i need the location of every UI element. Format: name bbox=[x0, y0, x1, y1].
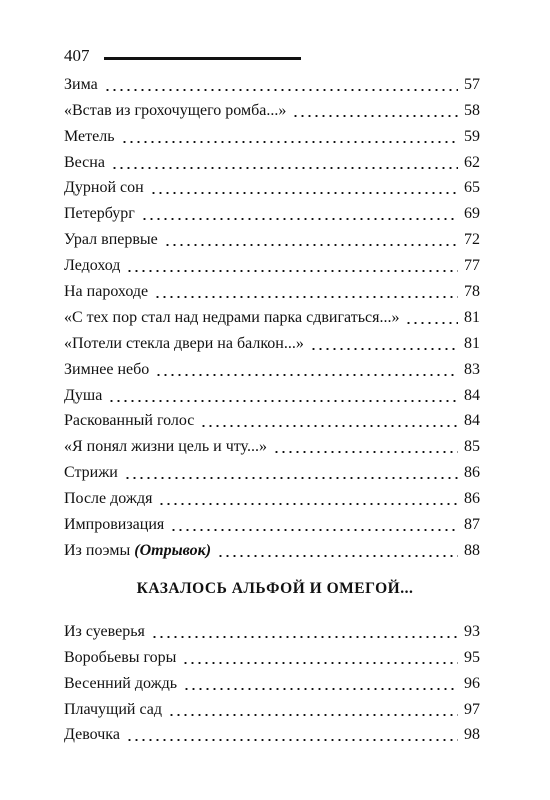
section-heading: КАЗАЛОСЬ АЛЬФОЙ И ОМЕГОЙ... bbox=[136, 580, 414, 597]
dot-leader bbox=[155, 374, 458, 376]
toc-entry-page: 62 bbox=[464, 153, 480, 171]
toc-entry bbox=[64, 277, 480, 303]
dot-leader bbox=[121, 141, 459, 143]
toc-entry bbox=[64, 174, 480, 200]
dot-leader bbox=[183, 688, 458, 690]
toc-entry bbox=[64, 617, 480, 643]
toc-entry-page: 84 bbox=[464, 412, 480, 430]
toc-entry-page: 86 bbox=[464, 490, 480, 508]
toc-entry-title-text: «С тех пор стал над недрами парка сдвигаться...» bbox=[64, 308, 400, 326]
toc-entry-page: 95 bbox=[464, 648, 480, 666]
dot-leader bbox=[217, 555, 458, 557]
dot-leader bbox=[111, 167, 458, 169]
toc-entry-title-text: Весна bbox=[64, 153, 105, 171]
toc-entry-page: 65 bbox=[464, 179, 480, 197]
toc-entry bbox=[64, 225, 480, 251]
toc-entry-title bbox=[64, 229, 158, 251]
toc-entry bbox=[64, 458, 480, 484]
dot-leader bbox=[126, 270, 458, 272]
section-table-of-contents bbox=[64, 617, 480, 746]
dot-leader bbox=[168, 714, 458, 716]
toc-entry-title bbox=[64, 621, 145, 643]
toc-entry bbox=[64, 96, 480, 122]
toc-entry-title bbox=[64, 540, 211, 562]
toc-entry-title-text: Девочка bbox=[64, 726, 120, 744]
toc-entry-title bbox=[64, 177, 144, 199]
dot-leader bbox=[151, 636, 458, 638]
toc-entry bbox=[64, 329, 480, 355]
toc-entry-page: 58 bbox=[464, 101, 480, 119]
toc-entry-page: 93 bbox=[464, 622, 480, 640]
toc-entry-page: 85 bbox=[464, 438, 480, 456]
toc-entry bbox=[64, 643, 480, 669]
toc-entry-title bbox=[64, 307, 399, 329]
toc-entry bbox=[64, 251, 480, 277]
dot-leader bbox=[141, 218, 458, 220]
toc-entry-title bbox=[64, 462, 118, 484]
dot-leader bbox=[273, 451, 458, 453]
dot-leader bbox=[126, 739, 458, 741]
toc-entry-title-text: Петербург bbox=[64, 205, 135, 223]
toc-entry-title-text: Зима bbox=[64, 75, 98, 93]
toc-entry-title bbox=[64, 359, 149, 381]
toc-entry bbox=[64, 669, 480, 695]
toc-entry-title bbox=[64, 152, 105, 174]
toc-entry-page: 96 bbox=[464, 674, 480, 692]
toc-entry-page: 83 bbox=[464, 360, 480, 378]
toc-entry-title-text: Плачущий сад bbox=[64, 700, 163, 718]
toc-entry bbox=[64, 407, 480, 433]
toc-entry-title-text: Весенний дождь bbox=[64, 674, 178, 692]
toc-entry-title bbox=[64, 126, 115, 148]
toc-entry-page: 98 bbox=[464, 726, 480, 744]
toc-entry-title bbox=[64, 673, 177, 695]
toc-entry-title-text: Метель bbox=[64, 127, 115, 145]
dot-leader bbox=[170, 529, 458, 531]
dot-leader bbox=[405, 322, 458, 324]
toc-entry-title bbox=[64, 410, 194, 432]
toc-entry-page: 57 bbox=[464, 75, 480, 93]
toc-entry-title-text: Стрижи bbox=[64, 464, 118, 482]
toc-entry-title bbox=[64, 724, 120, 746]
toc-entry-page: 84 bbox=[464, 386, 480, 404]
toc-entry-title bbox=[64, 385, 102, 407]
toc-entry-page: 88 bbox=[464, 541, 480, 559]
dot-leader bbox=[158, 503, 458, 505]
toc-entry-title-text: «Я понял жизни цель и чту...» bbox=[64, 438, 267, 456]
toc-entry-page: 77 bbox=[464, 257, 480, 275]
toc-entry-title-text: Ледоход bbox=[64, 257, 121, 275]
toc-entry bbox=[64, 199, 480, 225]
dot-leader bbox=[292, 115, 458, 117]
toc-entry bbox=[64, 536, 480, 562]
toc-entry bbox=[64, 122, 480, 148]
toc-entry-page: 81 bbox=[464, 334, 480, 352]
toc-entry-title-text: Воробьевы горы bbox=[64, 648, 177, 666]
dot-leader bbox=[182, 662, 458, 664]
toc-entry-subtitle: (Отрывок) bbox=[134, 541, 212, 559]
dot-leader bbox=[310, 348, 458, 350]
toc-entry-title bbox=[64, 647, 176, 669]
toc-entry-page: 59 bbox=[464, 127, 480, 145]
toc-entry-title bbox=[64, 333, 304, 355]
toc-entry-title bbox=[64, 699, 162, 721]
toc-entry-page: 72 bbox=[464, 231, 480, 249]
dot-leader bbox=[200, 425, 458, 427]
toc-entry-title-text: На пароходе bbox=[64, 283, 149, 301]
toc-entry-title bbox=[64, 281, 148, 303]
toc-entry-title-text: Душа bbox=[64, 386, 103, 404]
toc-entry-page: 81 bbox=[464, 308, 480, 326]
toc-entry-page: 97 bbox=[464, 700, 480, 718]
toc-entry-page: 78 bbox=[464, 283, 480, 301]
page-header bbox=[64, 44, 324, 68]
dot-leader bbox=[154, 296, 458, 298]
dot-leader bbox=[164, 244, 458, 246]
toc-entry bbox=[64, 303, 480, 329]
page-number: 407 bbox=[64, 46, 90, 65]
dot-leader bbox=[150, 192, 458, 194]
toc-entry-title-text: Раскованный голос bbox=[64, 412, 195, 430]
toc-entry-title bbox=[64, 488, 152, 510]
toc-entry-title-text: После дождя bbox=[64, 490, 153, 508]
toc-entry-title-text: «Встав из грохочущего ромба...» bbox=[64, 101, 287, 119]
toc-entry bbox=[64, 695, 480, 721]
toc-entry-title bbox=[64, 203, 135, 225]
toc-entry-title-text: Зимнее небо bbox=[64, 360, 150, 378]
toc-entry-title bbox=[64, 436, 267, 458]
toc-entry-title-text: Из суеверья bbox=[64, 622, 145, 640]
toc-entry bbox=[64, 148, 480, 174]
toc-entry-page: 69 bbox=[464, 205, 480, 223]
toc-entry-title bbox=[64, 514, 164, 536]
table-of-contents bbox=[64, 70, 480, 562]
toc-entry-page: 87 bbox=[464, 516, 480, 534]
toc-entry-title-text: «Потели стекла двери на балкон...» bbox=[64, 334, 304, 352]
toc-entry-title-text: Урал впервые bbox=[64, 231, 158, 249]
toc-entry bbox=[64, 381, 480, 407]
toc-entry bbox=[64, 355, 480, 381]
toc-entry-title bbox=[64, 255, 120, 277]
dot-leader bbox=[124, 477, 458, 479]
toc-entry-title bbox=[64, 74, 98, 96]
header-rule bbox=[104, 57, 301, 60]
toc-entry-title-text: Дурной сон bbox=[64, 179, 144, 197]
toc-entry-page: 86 bbox=[464, 464, 480, 482]
toc-entry-title-text: Из поэмы bbox=[64, 541, 131, 559]
toc-entry bbox=[64, 484, 480, 510]
toc-entry bbox=[64, 510, 480, 536]
dot-leader bbox=[108, 400, 458, 402]
toc-entry bbox=[64, 721, 480, 747]
toc-entry-title-text: Импровизация bbox=[64, 516, 165, 534]
toc-entry bbox=[64, 70, 480, 96]
dot-leader bbox=[104, 89, 458, 91]
toc-entry bbox=[64, 432, 480, 458]
toc-entry-title bbox=[64, 100, 286, 122]
